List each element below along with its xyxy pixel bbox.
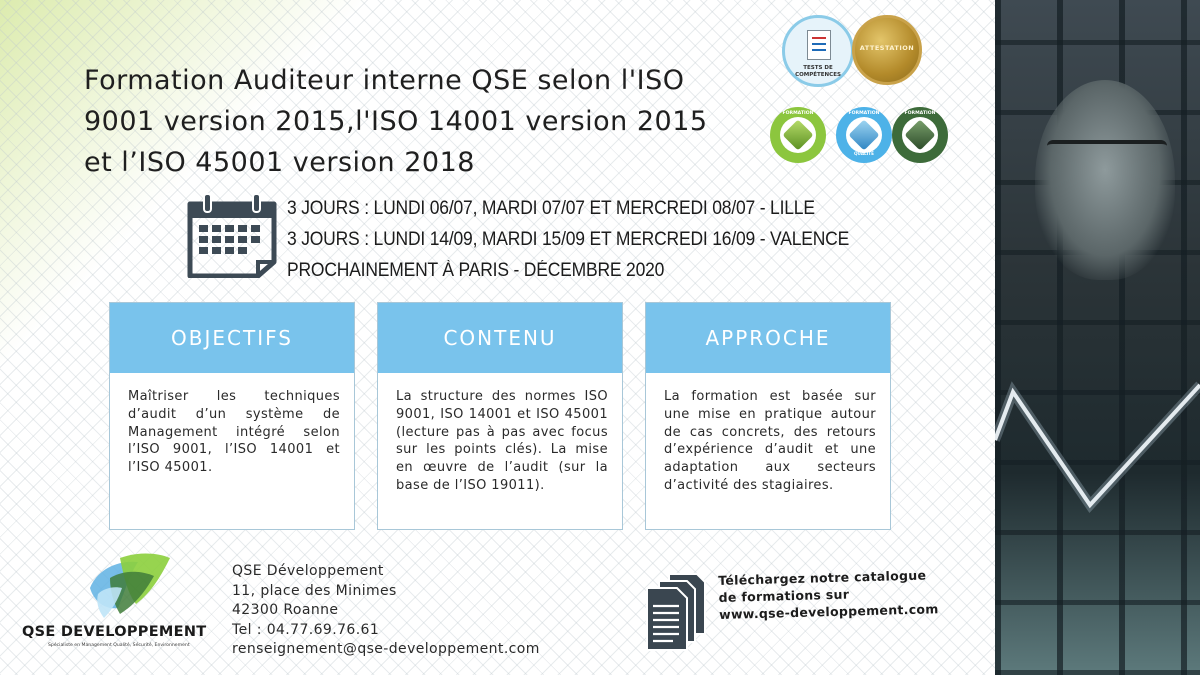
- checklist-icon: [807, 30, 831, 60]
- card-heading: APPROCHE: [646, 303, 890, 373]
- card-body: Maîtriser les techniques d’audit d’un système de Management intégré selon l’ISO 9001, l’ISO 14001 et l’ISO 45001.: [128, 389, 340, 476]
- approche-card: [645, 302, 891, 530]
- card-body: La formation est basée sur une mise en pratique autour de cas concrets, des retours d’expérience d’audit et une adaptation aux secteurs d’activité des stagiaires.: [664, 389, 876, 493]
- photo-glow-line: [995, 0, 1200, 675]
- calendar-icon: [186, 192, 278, 278]
- city: 42300 Roanne: [232, 602, 339, 618]
- logo-tagline: Spécialiste en Management Qualité, Sécurité, Environnement: [48, 643, 190, 648]
- objectifs-card: [109, 302, 355, 530]
- attestation-badge: [852, 15, 922, 85]
- catalogue-line-2: de formations sur: [718, 586, 850, 605]
- formation-badge-label: FORMATION: [782, 111, 814, 116]
- schedule-valence: 3 JOURS : LUNDI 14/09, MARDI 15/09 ET MERCREDI 16/09 - VALENCE: [287, 229, 850, 250]
- card-heading: CONTENU: [378, 303, 622, 373]
- card-heading: OBJECTIFS: [110, 303, 354, 373]
- contenu-card: [377, 302, 623, 530]
- phone-number: Tel : 04.77.69.76.61: [232, 621, 380, 638]
- contact-address: [232, 562, 540, 660]
- schedule-list: [287, 193, 887, 286]
- logo-name: QSE DEVELOPPEMENT: [22, 624, 207, 640]
- formation-qualite-badge: [836, 107, 892, 163]
- catalogue-callout: [718, 566, 939, 623]
- attestation-badge-label: ATTESTATION: [859, 44, 915, 52]
- email-link[interactable]: renseignement@qse-developpement.com: [232, 641, 540, 657]
- documents-icon: [645, 572, 707, 652]
- tests-badge-label: TESTS DE COMPÉTENCES: [795, 65, 841, 78]
- catalogue-line-1: Téléchargez notre catalogue: [718, 567, 927, 588]
- schedule-paris: PROCHAINEMENT À PARIS - DÉCEMBRE 2020: [287, 260, 665, 281]
- formation-badge-label: FORMATION: [848, 111, 880, 116]
- company-logo: [22, 548, 212, 658]
- page-title: Formation Auditeur interne QSE selon l'ISO 9001 version 2015,l'ISO 14001 version 2015 et l’ISO 45001 version 2018: [84, 65, 708, 178]
- qualite-badge-label: QUALITÉ: [853, 151, 874, 156]
- company-name: QSE Développement: [232, 563, 384, 579]
- formation-securite-badge: [770, 107, 826, 163]
- logo-mark-icon: [70, 548, 180, 626]
- street-address: 11, place des Minimes: [232, 582, 397, 599]
- tests-competences-badge: [782, 15, 854, 87]
- card-body: La structure des normes ISO 9001, ISO 14001 et ISO 45001 (lecture pas à pas avec focus sur les points clés). La mise en œuvre de l’audit (sur la base de l’ISO 19011).: [396, 389, 608, 493]
- formation-badge-label: FORMATION: [904, 111, 936, 116]
- schedule-lille: 3 JOURS : LUNDI 06/07, MARDI 07/07 ET MERCREDI 08/07 - LILLE: [287, 198, 815, 219]
- formation-environnement-badge: [892, 107, 948, 163]
- catalogue-link[interactable]: www.qse-developpement.com: [718, 601, 939, 622]
- hero-photo: [995, 0, 1200, 675]
- certification-badges: [778, 15, 978, 165]
